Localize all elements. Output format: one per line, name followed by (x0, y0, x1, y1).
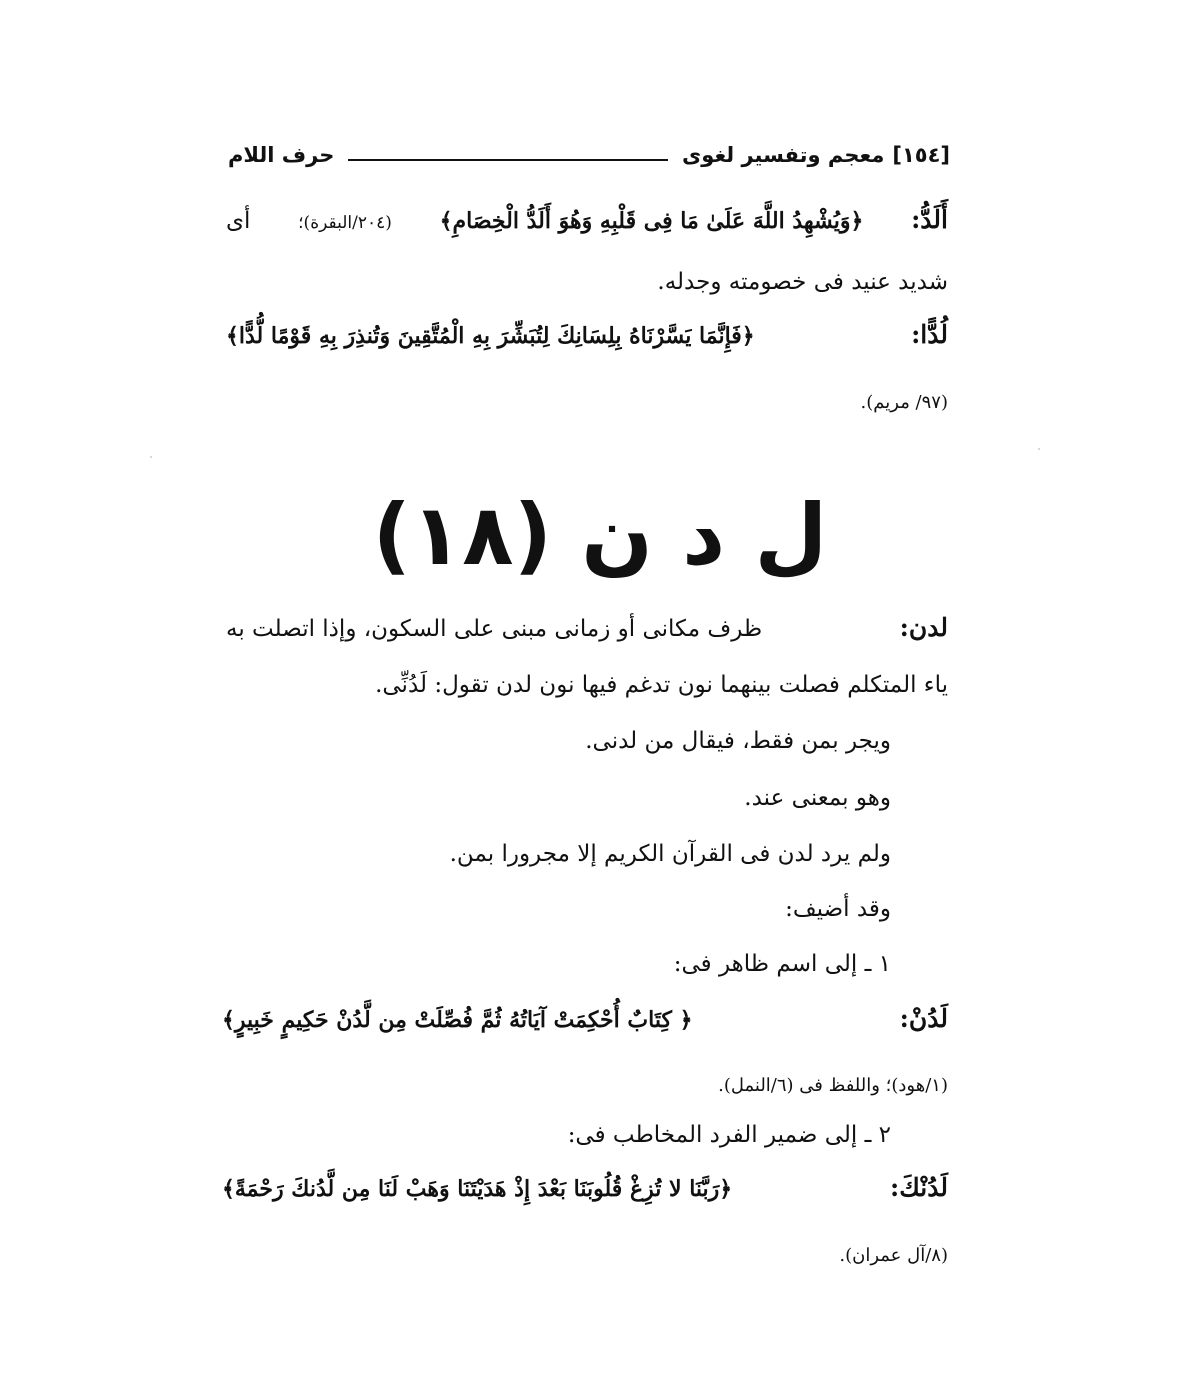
quran-verse: ﴿ كِتَابٌ أُحْكِمَتْ آيَاتُهُ ثُمَّ فُصِّلَتْ مِن لَّدُنْ حَكِيمٍ خَبِيرٍ﴾ (222, 1007, 693, 1033)
item1-verse-line (222, 1002, 948, 1036)
definition-text: ياء المتكلم فصلت بينهما نون تدغم فيها نون لدن تقول: لَدُنِّى. (375, 672, 948, 698)
entry-explanation: شديد عنيد فى خصومته وجدله. (657, 269, 948, 295)
entry-ludda-line1 (226, 318, 948, 352)
list-item-heading (674, 947, 891, 981)
item1-reference-line (718, 1067, 948, 1101)
paragraph-text: وهو بمعنى عند. (744, 785, 891, 811)
quran-verse: ﴿رَبَّنَا لا تُزِغْ قُلُوبَنَا بَعْدَ إِذْ هَدَيْتَنَا وَهَبْ لَنَا مِن لَّدُنكَ رَحْمَةً﴾ (222, 1176, 733, 1202)
entry-term: أَلَدُّ: (911, 205, 948, 234)
entry-term: لُدًّا: (911, 320, 948, 349)
ladun-definition-line1 (226, 611, 948, 645)
quran-verse: ﴿فَإِنَّمَا يَسَّرْنَاهُ بِلِسَانِكَ لِتُبَشِّرَ بِهِ الْمُتَّقِينَ وَتُنذِرَ بِهِ قَوْمًا لُّدًّا﴾ (226, 323, 755, 349)
paragraph-text: وقد أضيف: (785, 896, 891, 922)
paragraph (785, 892, 891, 926)
ladun-definition-line2 (375, 668, 948, 702)
paragraph-text: ولم يرد لدن فى القرآن الكريم إلا مجرورا بمن. (449, 841, 891, 867)
list-item-heading (568, 1118, 891, 1152)
entry-term: لدن: (899, 613, 948, 642)
paragraph (744, 781, 891, 815)
verse-reference: (٩٧/ مريم). (860, 392, 948, 413)
entry-term: لَدُنْ: (899, 1004, 948, 1033)
list-item-text: ١ ـ إلى اسم ظاهر فى: (673, 951, 891, 977)
verse-reference: (٨/آل عمران). (839, 1245, 948, 1266)
paragraph-text: ويجر بمن فقط، فيقال من لدنى. (585, 728, 891, 754)
running-header (228, 138, 950, 172)
list-item-text: ٢ ـ إلى ضمير الفرد المخاطب فى: (567, 1122, 891, 1148)
book-title: معجم وتفسير لغوى (682, 143, 885, 167)
paragraph (585, 724, 891, 758)
entry-aladd-line2 (657, 265, 948, 299)
quran-verse: ﴿وَيُشْهِدُ اللَّهَ عَلَىٰ مَا فِى قَلْبِهِ وَهُوَ أَلَدُّ الْخِصَامِ﴾ (439, 208, 864, 234)
entry-aladd-line1 (226, 203, 948, 237)
definition-text: ظرف مكانى أو زمانى مبنى على السكون، وإذا اتصلت به (226, 616, 763, 642)
verse-reference: (١/هود)؛ واللفظ فى (٦/النمل). (718, 1075, 948, 1096)
entry-explanation-start: أى (226, 208, 251, 234)
header-rule (348, 159, 668, 161)
item2-verse-line (222, 1171, 948, 1205)
root-heading: ل د ن (١٨) (372, 486, 828, 584)
entry-ludda-line2 (861, 384, 948, 418)
scan-speck (1038, 448, 1040, 450)
entry-term: لَدُنْكَ: (890, 1173, 948, 1202)
verse-reference: (٢٠٤/البقرة)؛ (298, 213, 392, 233)
item2-reference-line (839, 1237, 948, 1271)
page-number: [١٥٤] (892, 143, 950, 167)
section-title: حرف اللام (228, 143, 335, 167)
scan-speck (150, 456, 152, 458)
paragraph (450, 837, 891, 871)
